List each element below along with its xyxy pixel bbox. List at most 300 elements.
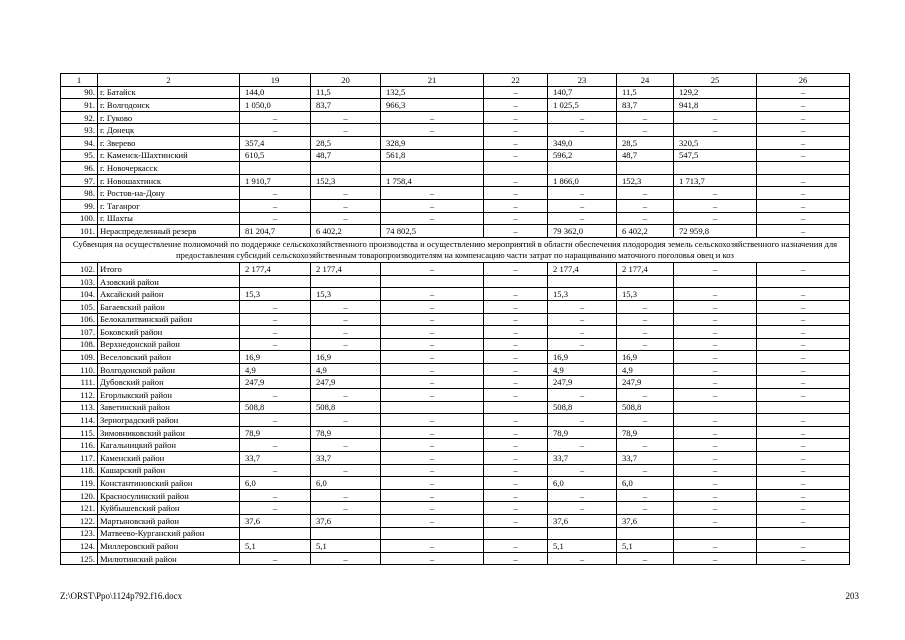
row-number: 91. xyxy=(61,99,98,112)
cell-value: 140,7 xyxy=(548,86,617,99)
row-number: 115. xyxy=(61,426,98,439)
cell-value: – xyxy=(617,439,674,452)
cell-value: – xyxy=(617,489,674,502)
table-row xyxy=(61,376,850,389)
cell-value: – xyxy=(484,540,548,553)
cell-value: – xyxy=(548,199,617,212)
cell-value: 78,9 xyxy=(311,426,381,439)
cell-value: – xyxy=(617,187,674,200)
cell-value xyxy=(311,527,381,540)
cell-value: – xyxy=(484,300,548,313)
row-number: 105. xyxy=(61,300,98,313)
cell-value xyxy=(484,527,548,540)
cell-value: 16,9 xyxy=(548,351,617,364)
row-number: 122. xyxy=(61,515,98,528)
table-row xyxy=(61,527,850,540)
cell-value: – xyxy=(674,376,757,389)
cell-value: – xyxy=(617,212,674,225)
cell-value: 1 910,7 xyxy=(240,174,311,187)
cell-value xyxy=(240,162,311,175)
cell-value: – xyxy=(484,389,548,402)
cell-value: – xyxy=(240,111,311,124)
cell-value: 2 177,4 xyxy=(240,263,311,276)
section-row xyxy=(61,237,850,262)
table-row xyxy=(61,464,850,477)
table-row xyxy=(61,136,850,149)
row-label: г. Новочеркасск xyxy=(98,162,240,175)
cell-value: 15,3 xyxy=(240,288,311,301)
cell-value: 152,3 xyxy=(311,174,381,187)
table-row xyxy=(61,288,850,301)
row-number: 108. xyxy=(61,338,98,351)
table-row xyxy=(61,351,850,364)
cell-value: 6,0 xyxy=(548,477,617,490)
cell-value: – xyxy=(757,99,850,112)
cell-value: 247,9 xyxy=(617,376,674,389)
cell-value: 5,1 xyxy=(240,540,311,553)
cell-value: – xyxy=(381,199,484,212)
cell-value: – xyxy=(381,502,484,515)
row-label: Мартыновский район xyxy=(98,515,240,528)
cell-value: – xyxy=(240,313,311,326)
cell-value: – xyxy=(757,212,850,225)
subvention-title: Субвенция на осуществление полномочий по поддержке сельскохозяйственного производства и осуществлению мероприятий в области обеспечения плодородия земель сельскохозяйственного назначения для предоставления субсидий сельскохозяйственным товаропроизводителям на компенсацию части затрат по наращиванию маточного поголовья овец и коз xyxy=(61,237,850,262)
row-label: Верхнедонской район xyxy=(98,338,240,351)
cell-value: – xyxy=(311,300,381,313)
cell-value: – xyxy=(484,376,548,389)
cell-value: – xyxy=(484,124,548,137)
cell-value: – xyxy=(311,212,381,225)
cell-value: 15,3 xyxy=(311,288,381,301)
column-header: 26 xyxy=(757,74,850,87)
cell-value: – xyxy=(757,225,850,238)
table-row xyxy=(61,275,850,288)
cell-value: – xyxy=(674,199,757,212)
cell-value: – xyxy=(484,464,548,477)
row-number: 93. xyxy=(61,124,98,137)
row-number: 118. xyxy=(61,464,98,477)
row-label: Багаевский район xyxy=(98,300,240,313)
cell-value: 247,9 xyxy=(548,376,617,389)
cell-value: – xyxy=(484,187,548,200)
table-row xyxy=(61,263,850,276)
cell-value xyxy=(757,401,850,414)
row-label: Матвеево-Курганский район xyxy=(98,527,240,540)
cell-value: 6,0 xyxy=(617,477,674,490)
row-number: 96. xyxy=(61,162,98,175)
cell-value xyxy=(674,162,757,175)
row-label: Егорлыкский район xyxy=(98,389,240,402)
row-number: 90. xyxy=(61,86,98,99)
cell-value: 4,9 xyxy=(240,363,311,376)
column-header: 25 xyxy=(674,74,757,87)
cell-value: 966,3 xyxy=(381,99,484,112)
cell-value: 1 050,0 xyxy=(240,99,311,112)
cell-value: – xyxy=(757,124,850,137)
row-label: г. Волгодонск xyxy=(98,99,240,112)
cell-value: – xyxy=(311,124,381,137)
cell-value: – xyxy=(484,111,548,124)
cell-value: – xyxy=(674,363,757,376)
table-row xyxy=(61,515,850,528)
table-row xyxy=(61,300,850,313)
cell-value: 4,9 xyxy=(548,363,617,376)
cell-value: 6 402,2 xyxy=(617,225,674,238)
cell-value xyxy=(381,275,484,288)
cell-value: – xyxy=(381,300,484,313)
cell-value: 15,3 xyxy=(617,288,674,301)
cell-value: 508,8 xyxy=(311,401,381,414)
cell-value: 1 758,4 xyxy=(381,174,484,187)
cell-value: – xyxy=(757,389,850,402)
cell-value: – xyxy=(757,187,850,200)
cell-value: – xyxy=(381,477,484,490)
cell-value: – xyxy=(548,111,617,124)
cell-value: – xyxy=(757,338,850,351)
cell-value: 78,9 xyxy=(548,426,617,439)
cell-value: – xyxy=(381,376,484,389)
cell-value: 5,1 xyxy=(617,540,674,553)
cell-value: – xyxy=(548,338,617,351)
cell-value: 508,8 xyxy=(240,401,311,414)
row-number: 97. xyxy=(61,174,98,187)
row-label: Милютинский район xyxy=(98,552,240,565)
cell-value: – xyxy=(240,300,311,313)
cell-value: – xyxy=(757,477,850,490)
cell-value: 37,6 xyxy=(240,515,311,528)
cell-value: – xyxy=(757,426,850,439)
row-number: 104. xyxy=(61,288,98,301)
cell-value: – xyxy=(757,363,850,376)
cell-value: – xyxy=(381,124,484,137)
row-label: Константиновский район xyxy=(98,477,240,490)
cell-value: – xyxy=(381,426,484,439)
row-number: 111. xyxy=(61,376,98,389)
column-header: 21 xyxy=(381,74,484,87)
cell-value: 357,4 xyxy=(240,136,311,149)
row-label: Зерноградский район xyxy=(98,414,240,427)
cell-value: 28,5 xyxy=(617,136,674,149)
cell-value: – xyxy=(381,338,484,351)
cell-value: 81 204,7 xyxy=(240,225,311,238)
row-label: г. Таганрог xyxy=(98,199,240,212)
cell-value: 11,5 xyxy=(617,86,674,99)
column-header: 2 xyxy=(98,74,240,87)
cell-value: – xyxy=(484,174,548,187)
cell-value: – xyxy=(617,300,674,313)
row-label: г. Каменск-Шахтинский xyxy=(98,149,240,162)
row-label: Миллеровский район xyxy=(98,540,240,553)
table-row xyxy=(61,174,850,187)
cell-value: – xyxy=(617,111,674,124)
cell-value: – xyxy=(240,124,311,137)
table-row xyxy=(61,363,850,376)
cell-value: 6,0 xyxy=(311,477,381,490)
column-header: 19 xyxy=(240,74,311,87)
cell-value: 144,0 xyxy=(240,86,311,99)
cell-value: – xyxy=(484,426,548,439)
table-row xyxy=(61,199,850,212)
cell-value: – xyxy=(674,300,757,313)
cell-value xyxy=(311,275,381,288)
cell-value: – xyxy=(757,313,850,326)
row-label: Каменский район xyxy=(98,452,240,465)
cell-value: – xyxy=(381,326,484,339)
cell-value: – xyxy=(240,439,311,452)
cell-value: – xyxy=(240,389,311,402)
cell-value xyxy=(757,162,850,175)
cell-value: 132,5 xyxy=(381,86,484,99)
cell-value: 1 713,7 xyxy=(674,174,757,187)
cell-value: 247,9 xyxy=(311,376,381,389)
cell-value: – xyxy=(240,187,311,200)
cell-value xyxy=(674,275,757,288)
cell-value: – xyxy=(617,552,674,565)
column-header: 20 xyxy=(311,74,381,87)
cell-value: – xyxy=(674,452,757,465)
cell-value: – xyxy=(311,187,381,200)
cell-value: 328,9 xyxy=(381,136,484,149)
row-number: 107. xyxy=(61,326,98,339)
cell-value: – xyxy=(757,464,850,477)
cell-value: – xyxy=(674,414,757,427)
row-label: Итого xyxy=(98,263,240,276)
cell-value: – xyxy=(617,326,674,339)
cell-value: 16,9 xyxy=(311,351,381,364)
cell-value: 78,9 xyxy=(617,426,674,439)
cell-value: 152,3 xyxy=(617,174,674,187)
cell-value: 48,7 xyxy=(311,149,381,162)
cell-value: 561,8 xyxy=(381,149,484,162)
cell-value: – xyxy=(757,552,850,565)
cell-value: – xyxy=(548,464,617,477)
cell-value: – xyxy=(757,351,850,364)
cell-value: – xyxy=(548,326,617,339)
cell-value: – xyxy=(311,389,381,402)
cell-value: – xyxy=(484,351,548,364)
row-label: Волгодонской район xyxy=(98,363,240,376)
row-label: Дубовский район xyxy=(98,376,240,389)
cell-value: – xyxy=(381,212,484,225)
row-label: Кашарский район xyxy=(98,464,240,477)
cell-value: – xyxy=(311,552,381,565)
header-row xyxy=(61,74,850,87)
cell-value: – xyxy=(548,502,617,515)
cell-value: – xyxy=(311,111,381,124)
row-number: 99. xyxy=(61,199,98,212)
cell-value: 16,9 xyxy=(617,351,674,364)
table-row xyxy=(61,225,850,238)
row-label: Нераспределенный резерв xyxy=(98,225,240,238)
cell-value: – xyxy=(381,464,484,477)
cell-value: – xyxy=(311,502,381,515)
row-label: г. Зверево xyxy=(98,136,240,149)
cell-value: – xyxy=(674,439,757,452)
cell-value xyxy=(381,401,484,414)
cell-value: 78,9 xyxy=(240,426,311,439)
cell-value: – xyxy=(381,439,484,452)
table-row xyxy=(61,414,850,427)
cell-value xyxy=(674,401,757,414)
cell-value: – xyxy=(240,464,311,477)
table-row xyxy=(61,212,850,225)
table-row xyxy=(61,401,850,414)
cell-value: – xyxy=(617,338,674,351)
cell-value: – xyxy=(548,389,617,402)
cell-value: – xyxy=(240,338,311,351)
row-number: 100. xyxy=(61,212,98,225)
row-number: 95. xyxy=(61,149,98,162)
cell-value: – xyxy=(240,199,311,212)
cell-value: 37,6 xyxy=(548,515,617,528)
cell-value: – xyxy=(381,263,484,276)
cell-value xyxy=(240,527,311,540)
cell-value: – xyxy=(674,288,757,301)
row-label: г. Донецк xyxy=(98,124,240,137)
row-label: г. Батайск xyxy=(98,86,240,99)
cell-value: – xyxy=(548,414,617,427)
cell-value: – xyxy=(548,439,617,452)
cell-value: – xyxy=(484,288,548,301)
row-number: 120. xyxy=(61,489,98,502)
cell-value: – xyxy=(757,263,850,276)
table-row xyxy=(61,162,850,175)
cell-value: 33,7 xyxy=(240,452,311,465)
row-label: Заветинский район xyxy=(98,401,240,414)
table-row xyxy=(61,477,850,490)
cell-value xyxy=(674,527,757,540)
cell-value: – xyxy=(381,288,484,301)
cell-value: – xyxy=(484,489,548,502)
row-label: г. Шахты xyxy=(98,212,240,225)
cell-value: 5,1 xyxy=(311,540,381,553)
cell-value: 15,3 xyxy=(548,288,617,301)
column-header: 24 xyxy=(617,74,674,87)
cell-value: – xyxy=(757,376,850,389)
cell-value: – xyxy=(240,326,311,339)
cell-value xyxy=(240,275,311,288)
cell-value: – xyxy=(757,326,850,339)
table-row xyxy=(61,111,850,124)
table-row xyxy=(61,552,850,565)
cell-value: – xyxy=(674,502,757,515)
table-row xyxy=(61,313,850,326)
cell-value xyxy=(617,275,674,288)
cell-value: 2 177,4 xyxy=(617,263,674,276)
cell-value: – xyxy=(548,300,617,313)
row-number: 109. xyxy=(61,351,98,364)
row-number: 121. xyxy=(61,502,98,515)
table-row xyxy=(61,502,850,515)
cell-value: – xyxy=(617,313,674,326)
row-number: 116. xyxy=(61,439,98,452)
cell-value: – xyxy=(548,187,617,200)
cell-value: 74 802,5 xyxy=(381,225,484,238)
cell-value: – xyxy=(381,363,484,376)
cell-value: 83,7 xyxy=(617,99,674,112)
row-number: 94. xyxy=(61,136,98,149)
cell-value: – xyxy=(381,515,484,528)
cell-value: – xyxy=(484,414,548,427)
cell-value: – xyxy=(674,187,757,200)
cell-value xyxy=(484,162,548,175)
cell-value: – xyxy=(484,363,548,376)
row-number: 119. xyxy=(61,477,98,490)
table-row xyxy=(61,338,850,351)
cell-value: – xyxy=(617,199,674,212)
file-path: Z:\ORST\Ppo\1124p792.f16.docx xyxy=(60,591,183,601)
cell-value: – xyxy=(381,489,484,502)
cell-value: 6 402,2 xyxy=(311,225,381,238)
cell-value: – xyxy=(240,552,311,565)
cell-value: – xyxy=(757,540,850,553)
cell-value: – xyxy=(617,464,674,477)
cell-value: – xyxy=(674,351,757,364)
cell-value: – xyxy=(311,338,381,351)
cell-value: 129,2 xyxy=(674,86,757,99)
cell-value: 247,9 xyxy=(240,376,311,389)
cell-value: – xyxy=(381,414,484,427)
cell-value: 547,5 xyxy=(674,149,757,162)
row-number: 103. xyxy=(61,275,98,288)
cell-value: – xyxy=(484,149,548,162)
cell-value: 1 866,0 xyxy=(548,174,617,187)
cell-value: – xyxy=(757,149,850,162)
cell-value: – xyxy=(757,515,850,528)
cell-value: – xyxy=(311,439,381,452)
cell-value: – xyxy=(240,414,311,427)
cell-value: – xyxy=(484,263,548,276)
row-number: 102. xyxy=(61,263,98,276)
cell-value: – xyxy=(674,515,757,528)
cell-value: – xyxy=(757,174,850,187)
cell-value: – xyxy=(484,439,548,452)
cell-value: 596,2 xyxy=(548,149,617,162)
cell-value: – xyxy=(757,414,850,427)
row-label: Зимовниковский район xyxy=(98,426,240,439)
cell-value: – xyxy=(757,288,850,301)
cell-value: – xyxy=(484,136,548,149)
cell-value: 2 177,4 xyxy=(311,263,381,276)
row-label: Боковский район xyxy=(98,326,240,339)
cell-value: – xyxy=(381,351,484,364)
cell-value: 2 177,4 xyxy=(548,263,617,276)
cell-value: – xyxy=(484,313,548,326)
cell-value: 37,6 xyxy=(311,515,381,528)
row-label: Азовский район xyxy=(98,275,240,288)
cell-value xyxy=(311,162,381,175)
row-number: 112. xyxy=(61,389,98,402)
row-label: г. Ростов-на-Дону xyxy=(98,187,240,200)
cell-value: 72 959,8 xyxy=(674,225,757,238)
table-row xyxy=(61,86,850,99)
cell-value: – xyxy=(311,313,381,326)
cell-value: – xyxy=(674,326,757,339)
cell-value: – xyxy=(757,502,850,515)
cell-value: – xyxy=(674,338,757,351)
cell-value: – xyxy=(240,212,311,225)
row-label: Белокалитвинский район xyxy=(98,313,240,326)
cell-value: – xyxy=(617,389,674,402)
cell-value: – xyxy=(484,86,548,99)
cell-value: – xyxy=(674,124,757,137)
cell-value: – xyxy=(757,489,850,502)
cell-value: 16,9 xyxy=(240,351,311,364)
cell-value: – xyxy=(757,136,850,149)
cell-value: – xyxy=(674,540,757,553)
column-header: 23 xyxy=(548,74,617,87)
table-row xyxy=(61,439,850,452)
